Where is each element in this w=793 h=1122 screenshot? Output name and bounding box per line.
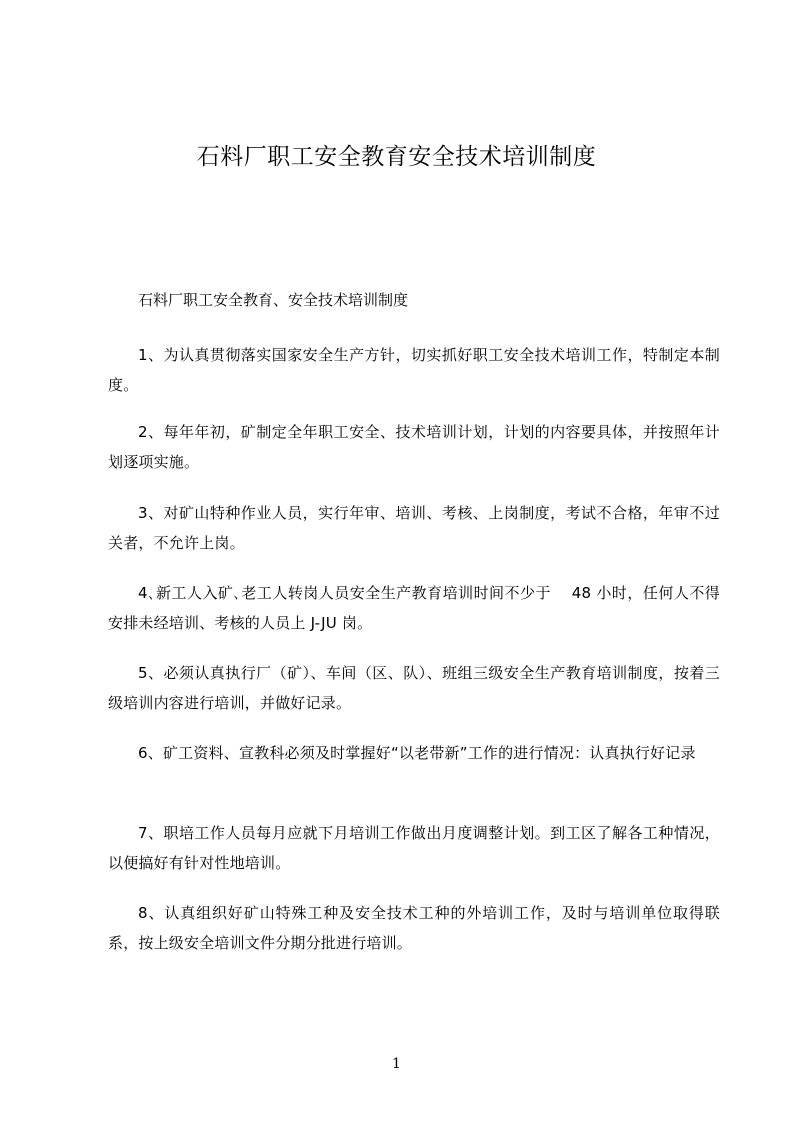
paragraph-3: 3、对矿山特种作业人员，实行年审、培训、考核、上岗制度，考试不合格，年审不过关者，不允许上岗。 <box>108 504 720 552</box>
paragraph-7: 7、职培工作人员每月应就下月培训工作做出月度调整计划。到工区了解各工种情况，以便搞好有针对性地培训。 <box>108 824 720 872</box>
paragraph-1: 1、为认真贯彻落实国家安全生产方针，切实抓好职工安全技术培训工作，特制定本制度。 <box>108 346 720 394</box>
page-number: 1 <box>392 1056 401 1072</box>
document-title: 石料厂职工安全教育安全技术培训制度 <box>196 144 597 170</box>
paragraph-8: 8、认真组织好矿山特殊工种及安全技术工种的外培训工作，及时与培训单位取得联系，按上级安全培训文件分期分批进行培训。 <box>108 904 720 952</box>
paragraph-6: 6、矿工资料、宣教科必须及时掌握好“以老带新”工作的进行情况：认真执行好记录 <box>138 744 696 762</box>
paragraph-4: 4､新工人入矿､老工人转岗人员安全生产教育培训时间不少于 48 小时，任何人不得安排未经培训、考核的人员上 J-JU 岗。 <box>108 584 720 632</box>
paragraph-5: 5、必须认真执行厂（矿）、车间（区、队）、班组三级安全生产教育培训制度，按着三级培训内容进行培训，并做好记录。 <box>108 664 720 712</box>
paragraph-2: 2、每年年初，矿制定全年职工安全、技术培训计划，计划的内容要具体，并按照年计划逐项实施。 <box>108 423 720 471</box>
document-subtitle: 石料厂职工安全教育、安全技术培训制度 <box>138 291 409 309</box>
